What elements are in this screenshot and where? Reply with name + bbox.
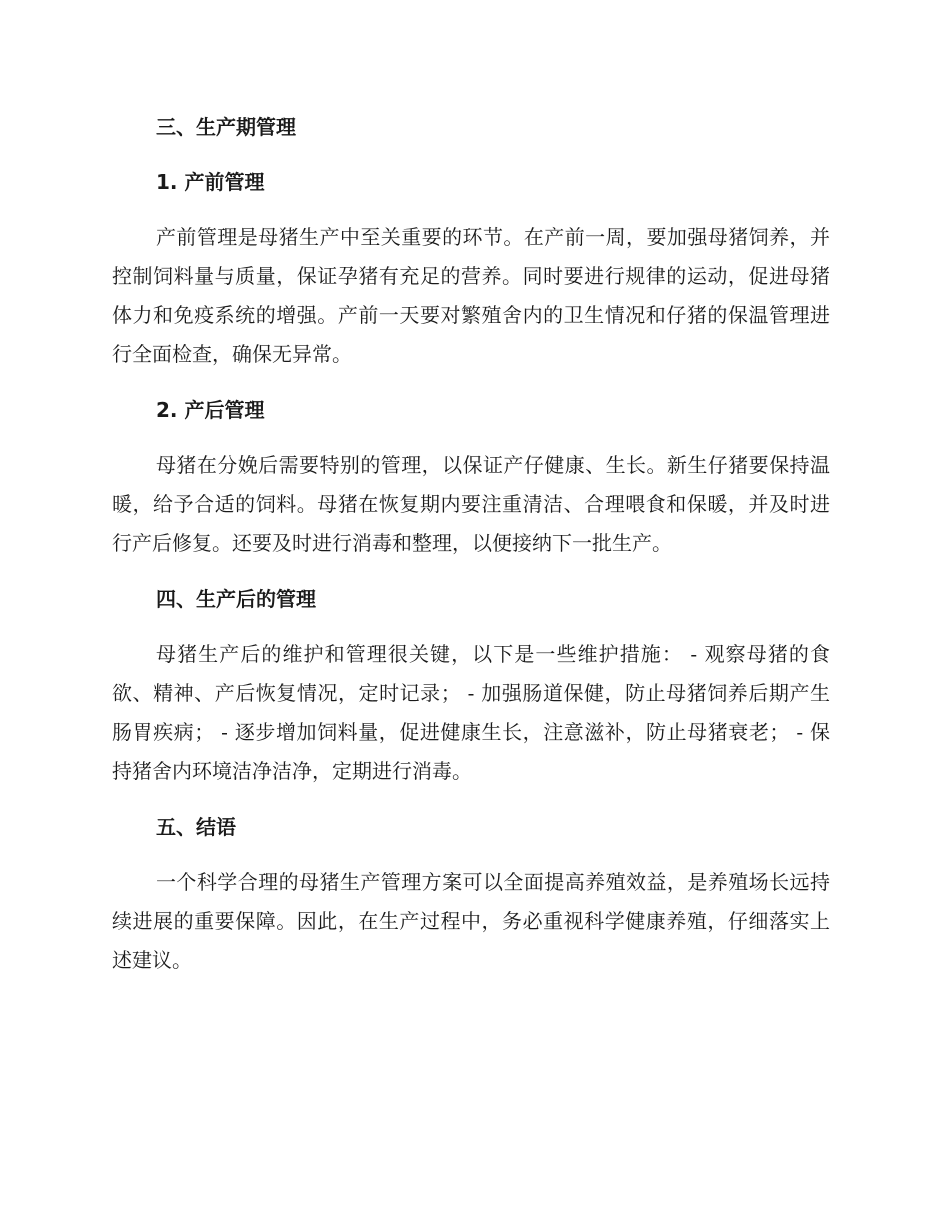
- subsection-heading-postnatal: 2. 产后管理: [156, 398, 265, 422]
- paragraph-prenatal: 产前管理是母猪生产中至关重要的环节。在产前一周，要加强母猪饲养，并控制饲料量与质量，保证孕猪有充足的营养。同时要进行规律的运动，促进母猪体力和免疫系统的增强。产前一天要对繁殖舍内的卫生情况和仔猪的保温管理进行全面检查，确保无异常。: [112, 225, 830, 366]
- section-heading-production-period: 三、生产期管理: [156, 115, 296, 139]
- document-page: [112, 108, 830, 997]
- paragraph-conclusion: 一个科学合理的母猪生产管理方案可以全面提高养殖效益，是养殖场长远持续进展的重要保障。因此，在生产过程中，务必重视科学健康养殖，仔细落实上述建议。: [112, 870, 830, 972]
- section-heading-conclusion: 五、结语: [156, 815, 236, 839]
- section-heading-post-production: 四、生产后的管理: [156, 587, 316, 611]
- subsection-heading-prenatal: 1. 产前管理: [156, 170, 265, 194]
- paragraph-post-production: 母猪生产后的维护和管理很关键，以下是一些维护措施： - 观察母猪的食欲、精神、产后恢复情况，定时记录； - 加强肠道保健，防止母猪饲养后期产生肠胃疾病； - 逐步增加饲料量，促进健康生长，注意滋补，防止母猪衰老； - 保持猪舍内环境洁净洁净，定期进行消毒。: [112, 642, 830, 783]
- paragraph-postnatal: 母猪在分娩后需要特别的管理，以保证产仔健康、生长。新生仔猪要保持温暖，给予合适的饲料。母猪在恢复期内要注重清洁、合理喂食和保暖，并及时进行产后修复。还要及时进行消毒和整理，以便接纳下一批生产。: [112, 453, 830, 555]
